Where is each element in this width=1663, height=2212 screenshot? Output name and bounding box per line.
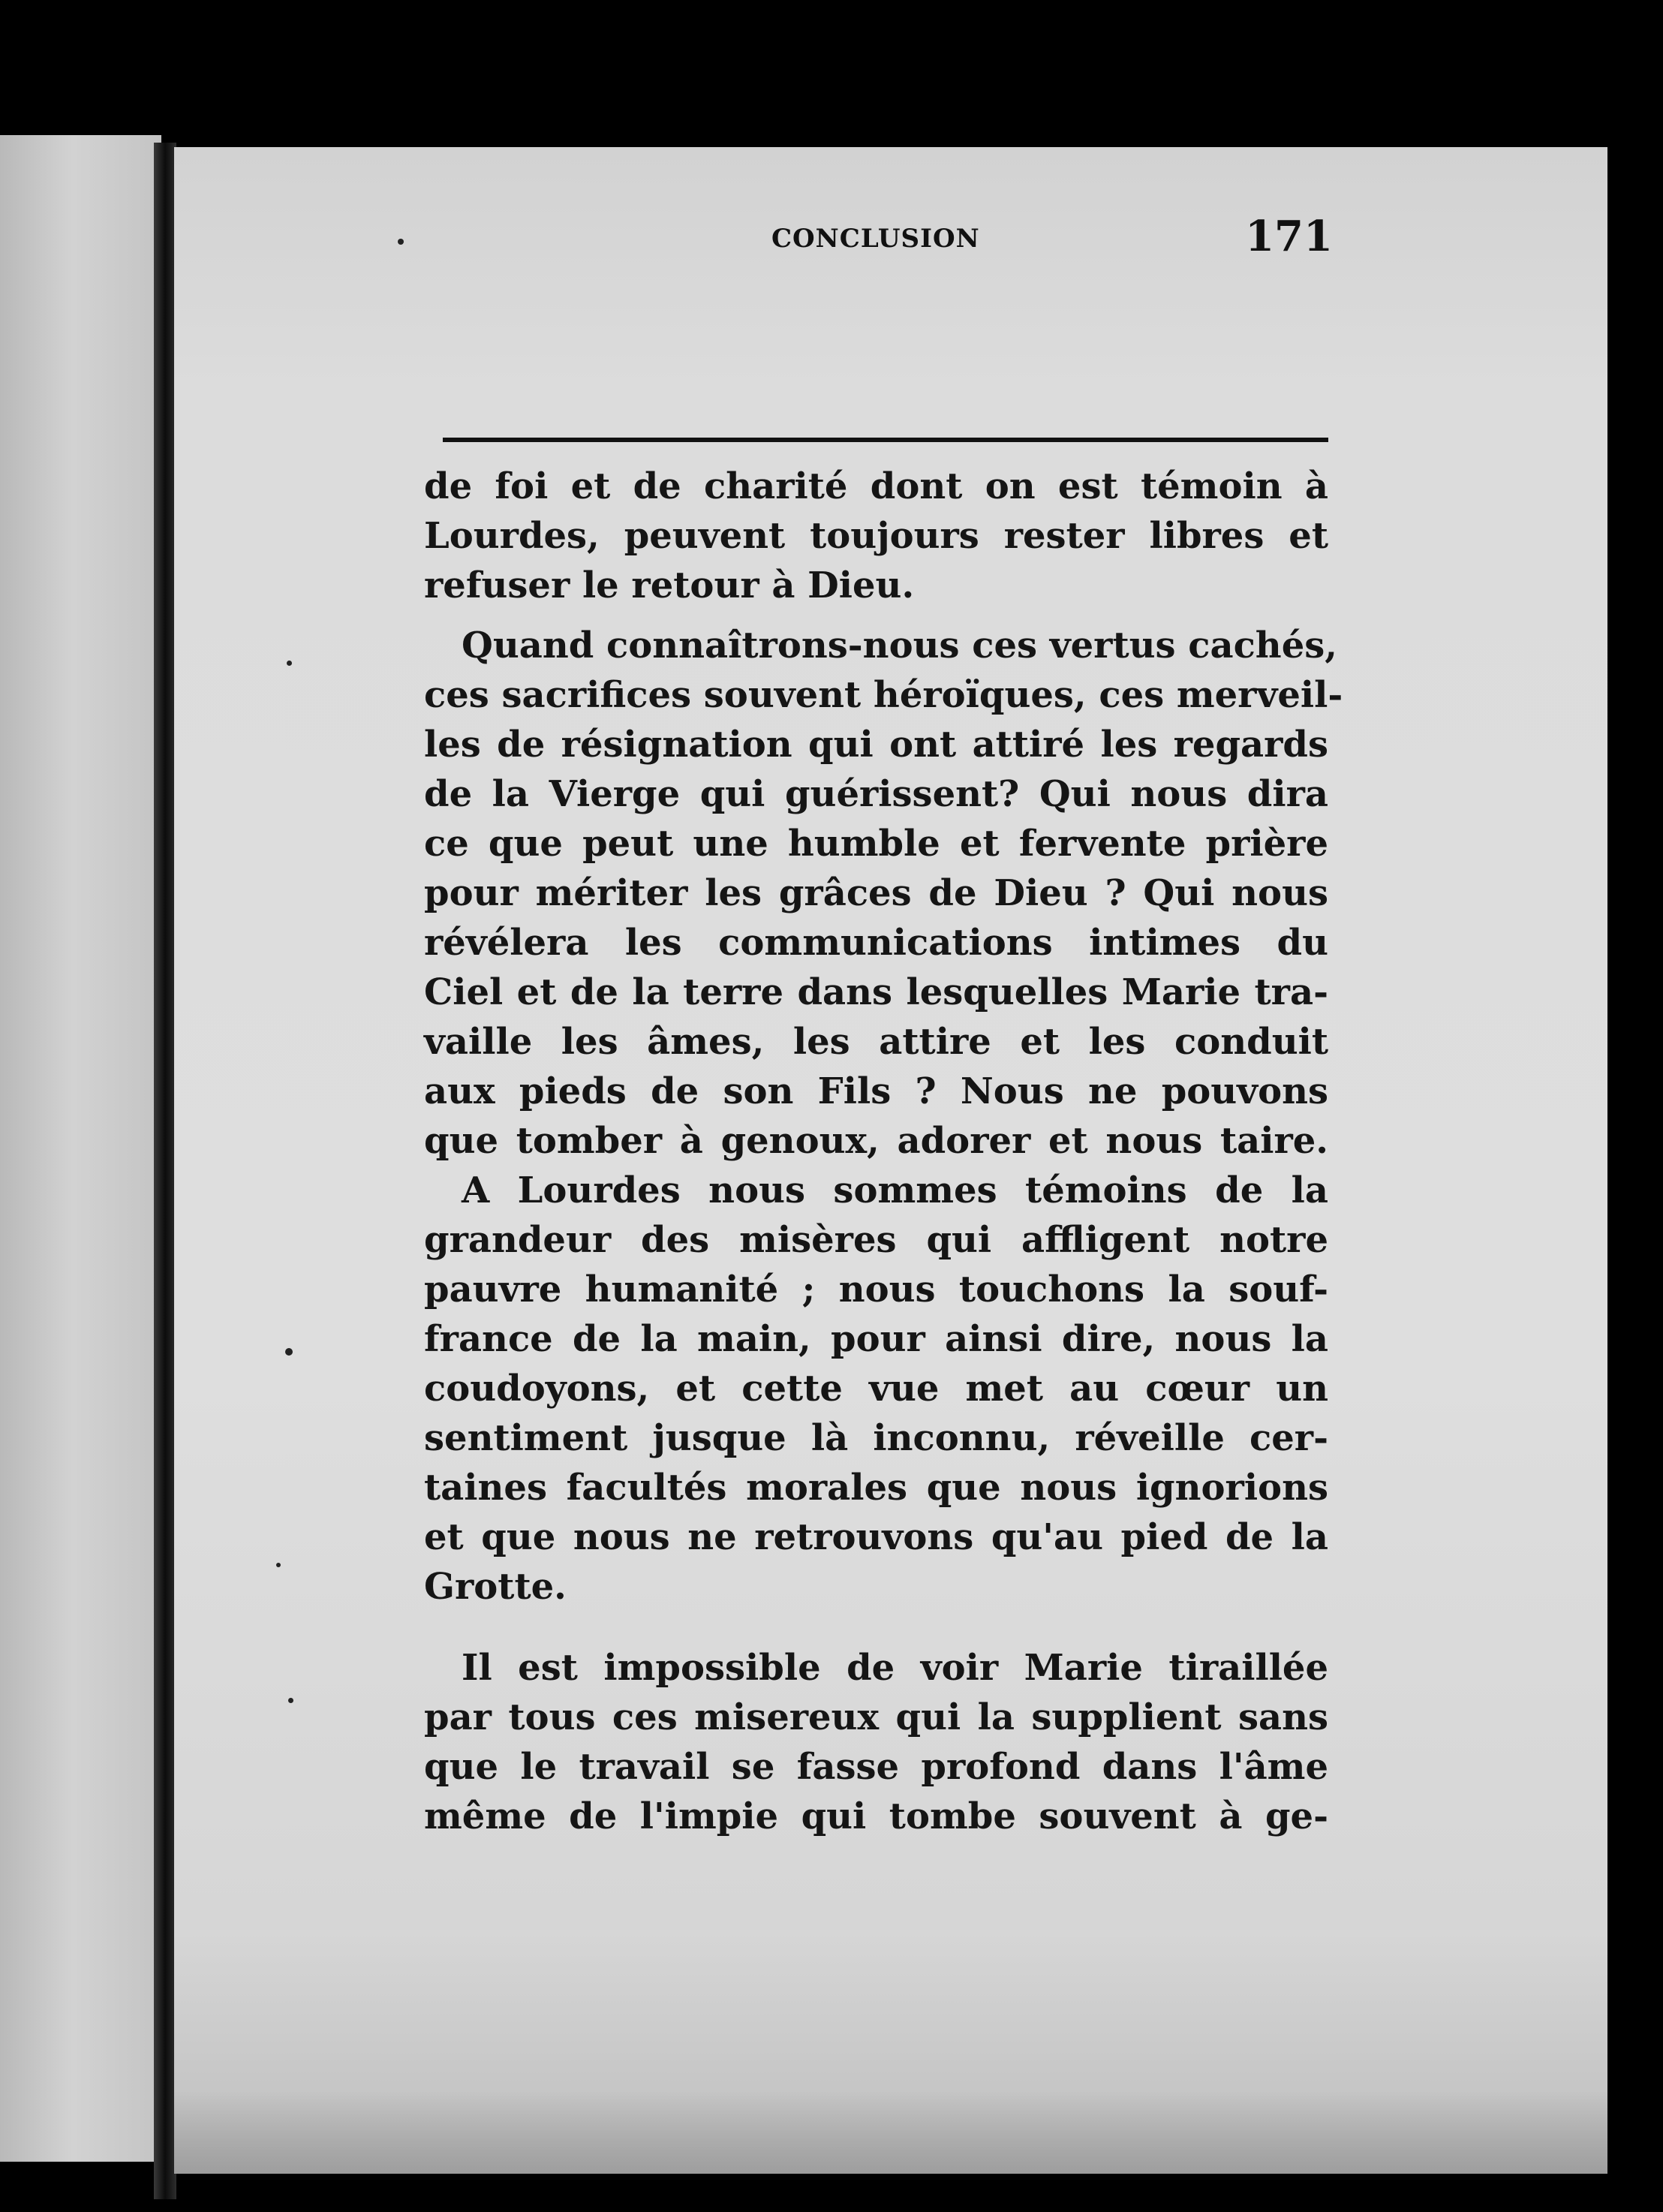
header-rule <box>443 438 1328 442</box>
page-number: 171 <box>1245 212 1333 261</box>
text-line: A Lourdes nous sommes témoins de la <box>462 1169 1328 1211</box>
body-text <box>424 462 1343 1841</box>
text-line: par tous ces misereux qui la supplient sans <box>424 1696 1328 1738</box>
paragraph-1 <box>424 462 1328 610</box>
text-line: coudoyons, et cette vue met au cœur un <box>424 1368 1328 1410</box>
text-line: aux pieds de son Fils ? Nous ne pouvons <box>424 1070 1328 1112</box>
text-line: pauvre humanité ; nous touchons la souf- <box>424 1269 1328 1311</box>
text-line: Quand connaîtrons-nous ces vertus cachés, <box>462 624 1337 667</box>
print-speck <box>287 661 292 666</box>
paragraph-gap <box>424 1612 1328 1643</box>
print-speck <box>285 1348 293 1356</box>
text-line: pour mériter les grâces de Dieu ? Qui nous <box>424 872 1328 914</box>
text-line: sentiment jusque là inconnu, réveille cer- <box>424 1417 1328 1459</box>
text-line: ce que peut une humble et fervente prière <box>424 823 1328 865</box>
text-line: Grotte. <box>424 1566 567 1608</box>
text-line: révélera les communications intimes du <box>424 922 1328 964</box>
text-line: de foi et de charité dont on est témoin à <box>424 465 1328 507</box>
running-title: CONCLUSION <box>771 224 980 254</box>
print-speck <box>288 1698 293 1703</box>
text-line: france de la main, pour ainsi dire, nous la <box>424 1318 1328 1360</box>
text-line: grandeur des misères qui affligent notre <box>424 1219 1328 1261</box>
running-head <box>263 212 1333 279</box>
text-line: Lourdes, peuvent toujours rester libres et <box>424 515 1328 557</box>
text-line: même de l'impie qui tombe souvent à ge- <box>424 1795 1328 1837</box>
paragraph-2 <box>424 621 1343 1166</box>
text-line: les de résignation qui ont attiré les regards <box>424 724 1328 766</box>
book-gutter <box>154 143 176 2199</box>
page-bottom-shadow <box>174 2091 1607 2174</box>
text-line: Ciel et de la terre dans lesquelles Marie tra- <box>424 971 1328 1013</box>
print-speck <box>276 1563 281 1567</box>
text-line: que tomber à genoux, adorer et nous taire. <box>424 1120 1328 1162</box>
paragraph-4 <box>424 1643 1328 1841</box>
text-line: et que nous ne retrouvons qu'au pied de la <box>424 1516 1328 1558</box>
text-line: que le travail se fasse profond dans l'âme <box>424 1746 1328 1788</box>
text-line: refuser le retour à Dieu. <box>424 564 915 606</box>
paragraph-3 <box>424 1166 1328 1612</box>
text-line: ces sacrifices souvent héroïques, ces merveil- <box>424 674 1343 716</box>
text-line: Il est impossible de voir Marie tiraillée <box>462 1647 1328 1689</box>
text-line: de la Vierge qui guérissent? Qui nous dira <box>424 773 1328 815</box>
paragraph-gap <box>424 610 1328 621</box>
text-line: taines facultés morales que nous ignorions <box>424 1467 1328 1509</box>
facing-page-edge <box>0 135 161 2162</box>
text-line: vaille les âmes, les attire et les conduit <box>424 1021 1328 1063</box>
